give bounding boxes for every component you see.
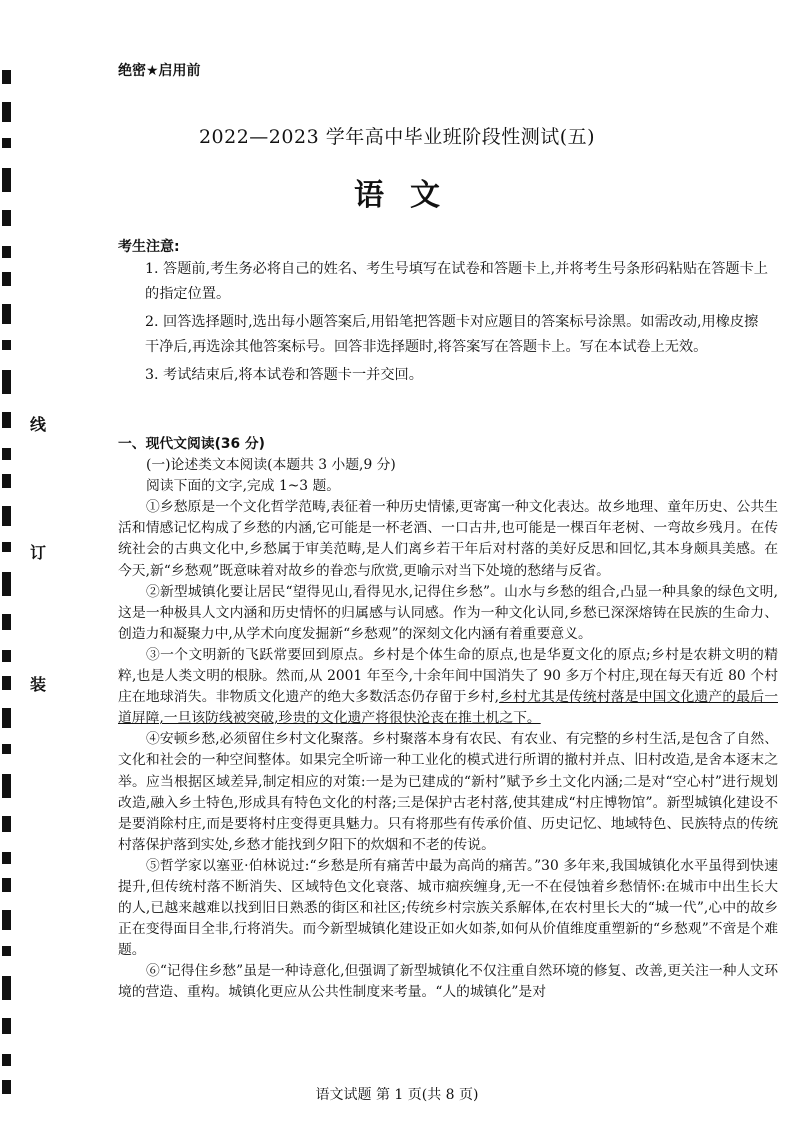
barcode-bar [2,708,11,728]
binding-bind-char: 订 [30,543,47,562]
barcode-bar [2,304,11,324]
barcode-bar [2,370,11,394]
confidential-label: 绝密★启用前 [118,63,201,79]
reading-instruction: 阅读下面的文字,完成 1~3 题。 [146,478,341,495]
notes-heading: 考生注意: [118,239,180,255]
sub-section-heading: (一)论述类文本阅读(本题共 3 小题,9 分) [146,457,396,474]
note-item: 1. 答题前,考生务必将自己的姓名、考生号填写在试卷和答题卡上,并将考生号条形码粘贴在答题卡上的指定位置。 [145,261,768,302]
subject-title: 语文 [354,178,466,213]
barcode-bar [2,744,11,754]
binding-seal-char: 装 [30,675,47,694]
page-footer: 语文试题 第 1 页(共 8 页) [315,1087,479,1103]
paragraph-1: ①乡愁原是一个文化哲学范畴,表征着一种历史情愫,更寄寓一种文化表达。故乡地理、童年历史、公共生活和情感记忆构成了乡愁的内涵,它可能是一杯老酒、一口古井,也可能是一棵百年老树、一弯故乡残月。在传统社会的古典文化中,乡愁属于审美范畴,是人们离乡若干年后对村落的美好反思和回忆,其本身颇具美感。在今天,新“乡愁观”既意味着对故乡的眷恋与欣赏,更喻示对当下处境的愁绪与反省。 [118,499,778,579]
barcode-bar [2,272,11,286]
barcode-bar [2,614,11,630]
barcode-bar [2,1054,11,1066]
barcode-bar [2,976,11,1000]
paragraph-5: ⑤哲学家以塞亚·伯林说过:“乡愁是所有痛苦中最为高尚的痛苦。”30 多年来,我国城镇化水平虽得到快速提升,但传统村落不断消失、区域特色文化衰落、城市痼疾缠身,无一不在侵蚀着乡愁情怀:在城市中出生长大的人,已越来越难以找到旧日熟悉的街区和社区;传统乡村宗族关系解体,在农村里长大的“城一代”,心中的故乡正在变得面目全非,行将消失。而今新型城镇化建设正如火如荼,如何从价值维度重塑新的“乡愁观”不啻是个难题。 [118,857,778,959]
barcode-bar [2,542,11,552]
paragraph-2: ②新型城镇化要让居民“望得见山,看得见水,记得住乡愁”。山水与乡愁的组合,凸显一种具象的绿色文明,这是一种极具人文内涵和历史情怀的归属感与认同感。作为一种文化认同,乡愁已深深熔铸在民族的生命力、创造力和凝聚力中,从学术向度发掘新“乡愁观”的深刻文化内涵有着重要意义。 [118,583,778,642]
paragraph-6: ⑥“记得住乡愁”虽是一种诗意化,但强调了新型城镇化不仅注重自然环境的修复、改善,更关注一种人文环境的营造、重构。城镇化更应从公共性制度来考量。“人的城镇化”是对 [118,963,778,1001]
barcode-bar [2,774,11,798]
barcode-bar [2,676,11,690]
section-heading: 一、现代文阅读(36 分) [118,436,265,452]
binding-barcode [2,70,11,1110]
note-item: 3. 考试结束后,将本试卷和答题卡一并交回。 [145,367,423,383]
reading-section [118,434,778,1004]
binding-line-char: 线 [30,415,47,434]
barcode-bar [2,572,11,596]
paragraph-4: ④安顿乡愁,必须留住乡村文化聚落。乡村聚落本身有农民、有农业、有完整的乡村生活,是包含了自然、文化和社会的一种空间整体。如果完全听谛一种工业化的模式进行所谓的撤村并点、旧村改造,是舍本逐末之举。应当根据区域差异,制定相应的对策:一是为已建成的“新村”赋予乡土文化内涵;二是对“空心村”进行规划改造,融入乡土特色,形成具有特色文化的村落;三是保护古老村落,使其建成“村庄博物馆”。新型城镇化建设不是要消除村庄,而是要将村庄变得更具魅力。只有将那些有传承价值、历史记忆、地域特色、民族特点的传统村落保护落到实处,乡愁才能找到夕阳下的炊烟和不老的传说。 [118,731,778,853]
notes-list [145,257,770,391]
barcode-bar [2,448,11,460]
barcode-bar [2,1018,11,1034]
barcode-bar [2,506,11,526]
barcode-bar [2,650,11,662]
barcode-bar [2,910,11,930]
barcode-bar [2,474,11,488]
barcode-bar [2,246,11,258]
barcode-bar [2,412,11,428]
barcode-bar [2,946,11,956]
barcode-bar [2,852,11,864]
barcode-bar [2,340,11,350]
barcode-bar [2,70,11,84]
paragraph-3-underlined: 乡村尤其是传统村落是中国文化遗产的最后一道屏障,一旦该防线被突破,珍贵的文化遗产将很快沦丧在推土机之下。 [118,689,778,727]
paragraph-3-text: ③一个文明新的飞跃常要回到原点。乡村是个体生命的原点,也是华夏文化的原点;乡村是农耕文明的精粹,也是人类文明的根脉。然而,从 2001 年至今,十余年间中国消失了 90 多万个村庄,现在每天有近 80 个村庄在地球消失。非物质文化遗产的绝大多数活态仍存留于乡村, [118,646,778,706]
note-item: 2. 回答选择题时,选出每小题答案后,用铅笔把答题卡对应题目的答案标号涂黑。如需改动,用橡皮擦干净后,再选涂其他答案标号。回答非选择题时,将答案写在答题卡上。写在本试卷上无效。 [145,314,759,355]
barcode-bar [2,102,11,122]
paragraph-3 [118,645,778,729]
barcode-bar [2,878,11,892]
barcode-graphic [2,70,11,1110]
exam-title: 2022—2023 学年高中毕业班阶段性测试(五) [198,126,596,148]
barcode-bar [2,816,11,832]
